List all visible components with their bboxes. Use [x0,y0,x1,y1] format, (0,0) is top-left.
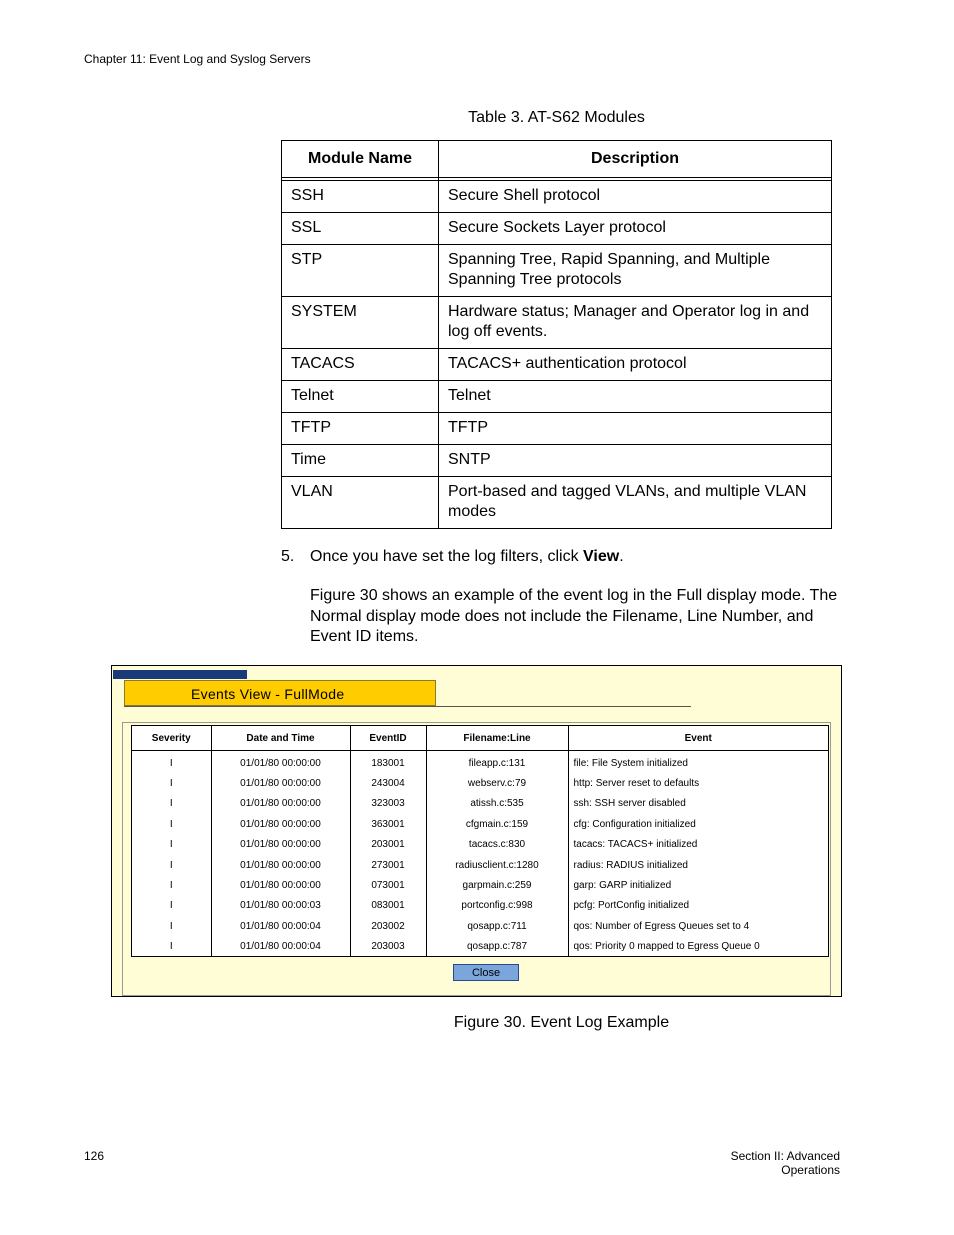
date-time-cell: 01/01/80 00:00:00 [211,835,350,855]
date-time-cell: 01/01/80 00:00:03 [211,896,350,916]
module-name: SYSTEM [282,297,439,349]
module-description: Secure Shell protocol [439,181,832,213]
filename-line-cell: webserv.c:79 [426,773,568,793]
date-time-cell: 01/01/80 00:00:00 [211,773,350,793]
event-cell: qos: Priority 0 mapped to Egress Queue 0 [573,941,760,953]
module-name: SSL [282,213,439,245]
event-id-cell: 083001 [350,896,426,916]
close-button[interactable]: Close [453,964,519,981]
module-description: TFTP [439,413,832,445]
event-id-cell: 243004 [350,773,426,793]
filename-line-cell: portconfig.c:998 [426,896,568,916]
filename-line-cell: fileapp.c:131 [426,751,568,774]
window-title: Events View - FullMode [124,680,436,706]
event-log-figure [111,665,842,997]
event-id-cell: 203003 [350,937,426,957]
modules-table [281,140,832,529]
module-name: STP [282,245,439,297]
event-row[interactable] [132,835,828,855]
filename-line-cell: radiusclient.c:1280 [426,855,568,875]
running-head: Chapter 11: Event Log and Syslog Servers [84,52,311,66]
column-header-module: Module Name [282,141,439,178]
event-row[interactable] [132,814,828,834]
module-description: Telnet [439,381,832,413]
table-row [282,381,832,413]
severity-cell: I [132,855,211,875]
event-cell: http: Server reset to defaults [573,778,700,790]
table-row [282,297,832,349]
event-cell: radius: RADIUS initialized [573,859,688,871]
event-cell: garp: GARP initialized [573,880,672,892]
event-id-cell: 273001 [350,855,426,875]
event-cell: pcfg: PortConfig initialized [573,900,690,912]
event-id-cell: 363001 [350,814,426,834]
event-cell: qos: Number of Egress Queues set to 4 [573,920,750,932]
severity-cell: I [132,875,211,895]
filename-line-cell: garpmain.c:259 [426,875,568,895]
modules-table-header [282,141,832,178]
section-title: Section II: Advanced Operations [730,1149,840,1177]
events-header-row [132,726,828,751]
table-row [282,413,832,445]
event-row[interactable] [132,855,828,875]
date-time-cell: 01/01/80 00:00:00 [211,751,350,774]
severity-cell: I [132,751,211,774]
column-header-filename-line[interactable]: Filename:Line [426,726,568,751]
page-number: 126 [84,1149,105,1163]
module-name: Time [282,445,439,477]
severity-cell: I [132,937,211,957]
column-header-event[interactable]: Event [568,726,828,751]
module-name: TFTP [282,413,439,445]
window-tab-bar [113,670,247,679]
title-divider [124,706,691,707]
event-cell: ssh: SSH server disabled [573,798,686,810]
module-name: VLAN [282,477,439,529]
severity-cell: I [132,773,211,793]
step-text-after: . [619,548,624,565]
column-header-severity[interactable]: Severity [132,726,211,751]
table-row [282,477,832,529]
severity-cell: I [132,794,211,814]
date-time-cell: 01/01/80 00:00:04 [211,916,350,936]
filename-line-cell: qosapp.c:787 [426,937,568,957]
filename-line-cell: atissh.c:535 [426,794,568,814]
event-row[interactable] [132,751,828,774]
severity-cell: I [132,835,211,855]
events-table [132,726,828,957]
event-row[interactable] [132,896,828,916]
event-row[interactable] [132,875,828,895]
event-id-cell: 203001 [350,835,426,855]
events-grid [131,725,829,957]
event-row[interactable] [132,794,828,814]
severity-cell: I [132,916,211,936]
event-row[interactable] [132,916,828,936]
date-time-cell: 01/01/80 00:00:00 [211,875,350,895]
filename-line-cell: cfgmain.c:159 [426,814,568,834]
table-caption: Table 3. AT-S62 Modules [468,109,645,126]
event-id-cell: 323003 [350,794,426,814]
severity-cell: I [132,896,211,916]
date-time-cell: 01/01/80 00:00:00 [211,794,350,814]
event-id-cell: 183001 [350,751,426,774]
module-name: Telnet [282,381,439,413]
module-description: Secure Sockets Layer protocol [439,213,832,245]
table-row [282,181,832,213]
filename-line-cell: qosapp.c:711 [426,916,568,936]
event-id-cell: 073001 [350,875,426,895]
module-name: TACACS [282,349,439,381]
severity-cell: I [132,814,211,834]
column-header-date-time[interactable]: Date and Time [211,726,350,751]
event-id-cell: 203002 [350,916,426,936]
column-header-description: Description [439,141,832,178]
column-header-event-id[interactable]: EventID [350,726,426,751]
table-row [282,245,832,297]
body-paragraph: Figure 30 shows an example of the event log in the Full display mode. The Normal display mode does not include the Filename, Line Number, and Event ID items. [310,587,838,645]
event-row[interactable] [132,773,828,793]
filename-line-cell: tacacs.c:830 [426,835,568,855]
step-number: 5. [281,548,295,565]
module-description: TACACS+ authentication protocol [439,349,832,381]
event-row[interactable] [132,937,828,957]
module-description: Spanning Tree, Rapid Spanning, and Multiple Spanning Tree protocols [439,245,832,297]
event-cell: cfg: Configuration initialized [573,818,696,830]
figure-caption: Figure 30. Event Log Example [453,1014,670,1031]
date-time-cell: 01/01/80 00:00:00 [211,855,350,875]
table-row [282,349,832,381]
module-description: Port-based and tagged VLANs, and multiple VLAN modes [439,477,832,529]
event-cell: file: File System initialized [573,757,688,769]
module-description: Hardware status; Manager and Operator log in and log off events. [439,297,832,349]
table-row [282,213,832,245]
view-term: View [583,548,620,565]
table-row [282,445,832,477]
module-name: SSH [282,181,439,213]
module-description: SNTP [439,445,832,477]
step-text-before: Once you have set the log filters, click [310,548,584,565]
date-time-cell: 01/01/80 00:00:04 [211,937,350,957]
step-text [310,548,624,566]
event-cell: tacacs: TACACS+ initialized [573,839,698,851]
date-time-cell: 01/01/80 00:00:00 [211,814,350,834]
